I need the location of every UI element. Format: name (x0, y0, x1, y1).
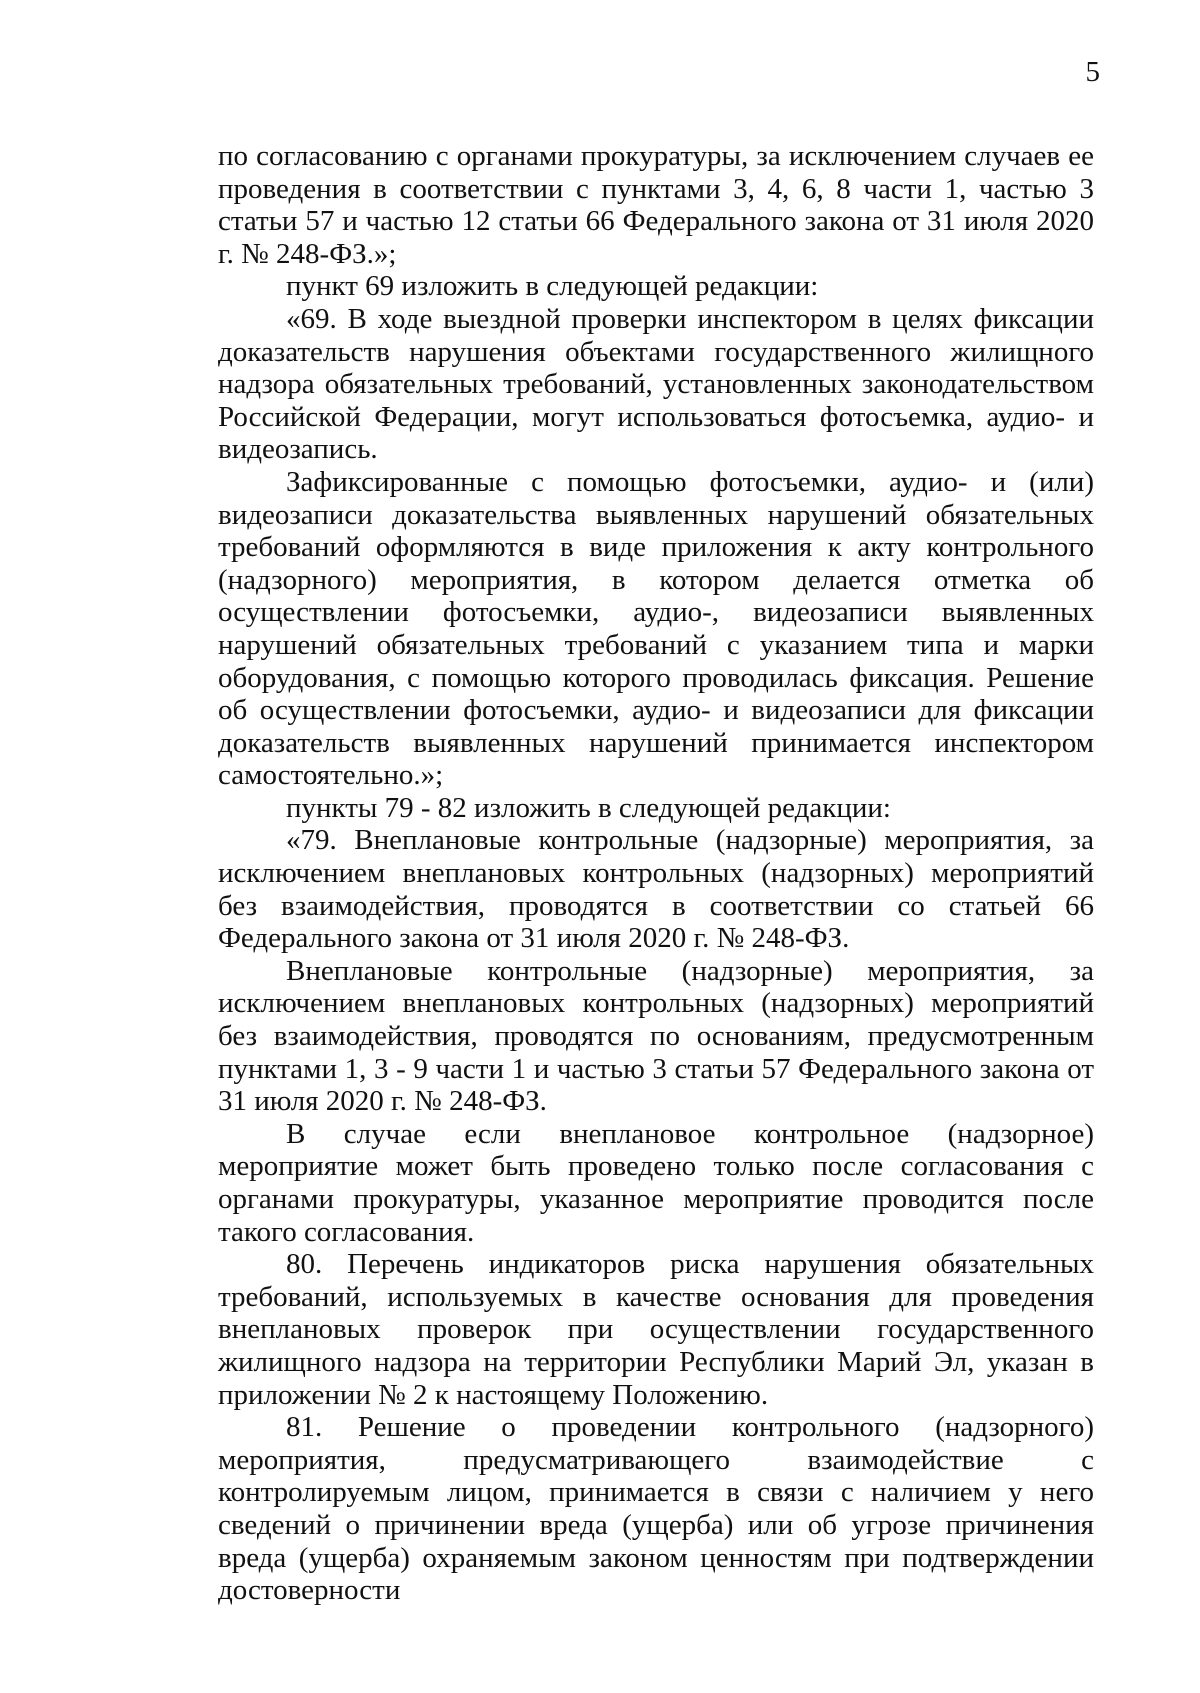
paragraph-points-79-82-instruction: пункты 79 - 82 изложить в следующей редакции: (286, 791, 891, 824)
page-number: 5 (1085, 56, 1100, 88)
paragraph-recorded-evidence: Зафиксированные с помощью фотосъемки, аудио- и (или) видеозаписи доказательства выявленных нарушений обязательных требований оформляются в виде приложения к акту контрольного (надзорного) мероприятия, в котором делается отметка об осуществлении фотосъемки, аудио-, видеозаписи выявленных нарушений обязательных требований с указанием типа и марки оборудования, с помощью которого проводилась фиксация. Решение об осуществлении фотосъемки, аудио- и видеозаписи для фиксации доказательств выявленных нарушений принимается инспектором самостоятельно.»; (218, 465, 1094, 792)
paragraph-point-81: 81. Решение о проведении контрольного (надзорного) мероприятия, предусматривающего взаимодействие с контролируемым лицом, принимается в связи с наличием у него сведений о причинении вреда (ущерба) или об угрозе причинения вреда (ущерба) охраняемым законом ценностям при подтверждении достоверности (218, 1411, 1094, 1607)
paragraph-point-69-instruction: пункт 69 изложить в следующей редакции: (286, 270, 819, 303)
paragraph-unscheduled-grounds: Внеплановые контрольные (надзорные) мероприятия, за исключением внеплановых контрольных (надзорных) мероприятий без взаимодействия, проводятся по основаниям, предусмотренным пунктами 1, 3 - 9 части 1 и частью 3 статьи 57 Федерального закона от 31 июля 2020 г. № 248-ФЗ. (218, 954, 1094, 1118)
paragraph-continuation: по согласованию с органами прокуратуры, за исключением случаев ее проведения в соответствии с пунктами 3, 4, 6, 8 части 1, частью 3 статьи 57 и частью 12 статьи 66 Федерального закона от 31 июля 2020 г. № 248-ФЗ.»; (218, 140, 1094, 270)
paragraph-point-69: «69. В ходе выездной проверки инспектором в целях фиксации доказательств нарушения объектами государственного жилищного надзора обязательных требований, установленных законодательством Российской Федерации, могут использоваться фотосъемка, аудио- и видеозапись. (218, 302, 1094, 466)
paragraph-point-80: 80. Перечень индикаторов риска нарушения обязательных требований, используемых в качестве основания для проведения внеплановых проверок при осуществлении государственного жилищного надзора на территории Республики Марий Эл, указан в приложении № 2 к настоящему Положению. (218, 1248, 1094, 1411)
paragraph-point-79: «79. Внеплановые контрольные (надзорные) мероприятия, за исключением внеплановых контрольных (надзорных) мероприятий без взаимодействия, проводятся в соответствии со статьей 66 Федерального закона от 31 июля 2020 г. № 248-ФЗ. (218, 824, 1094, 955)
paragraph-prosecutor-approval: В случае если внеплановое контрольное (надзорное) мероприятие может быть проведено только после согласования с органами прокуратуры, указанное мероприятие проводится после такого согласования. (218, 1117, 1094, 1248)
document-body (218, 140, 1094, 1607)
